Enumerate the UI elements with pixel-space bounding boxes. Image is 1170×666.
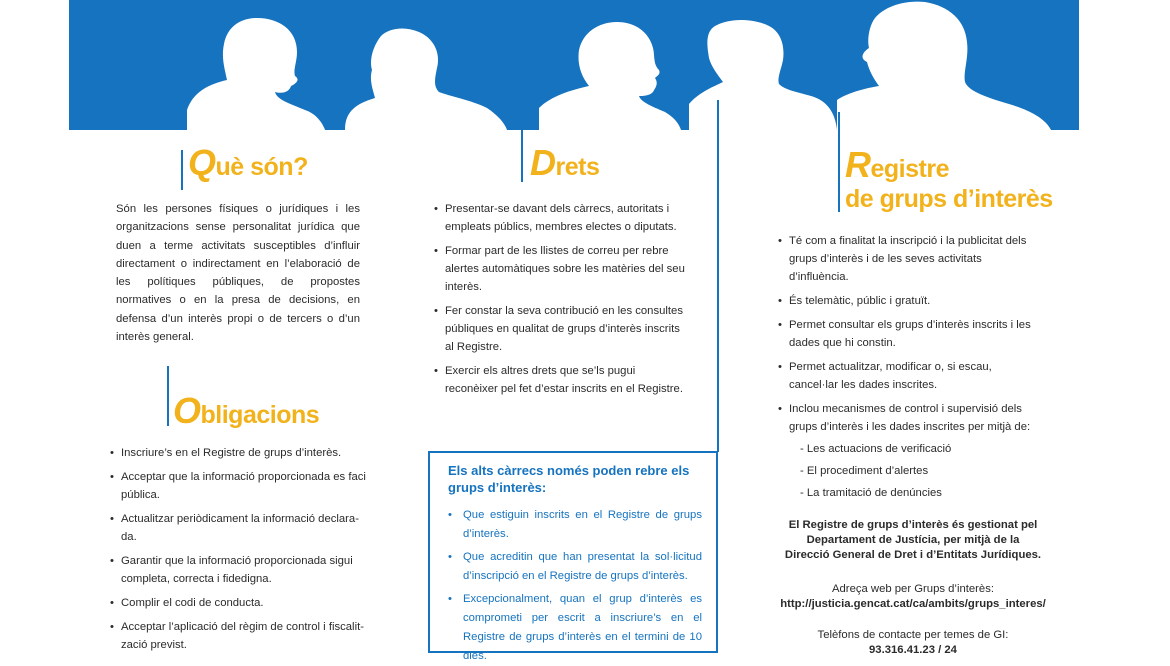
list-item: • Formar part de les llistes de correu per rebre alertes automàtiques sobre les matèries del seu interès.	[434, 242, 686, 296]
list-item: • Permet actualitzar, modificar o, si escau, cancel·lar les dades inscrites.	[778, 358, 1038, 394]
header-banner	[69, 0, 1079, 130]
heading-registre: Registre de grups d’interès	[845, 144, 1053, 213]
heading-que-son: Què són?	[188, 142, 308, 183]
web-url-link[interactable]: http://justicia.gencat.cat/ca/ambits/grups_interes/	[780, 598, 1046, 610]
obligacions-list	[110, 444, 366, 660]
registre-sublist	[789, 440, 1038, 502]
phone-number: 93.316.41.23 / 24	[869, 644, 957, 656]
heading-drets: Drets	[530, 142, 600, 183]
list-item: • Acceptar l’aplicació del règim de control i fiscalit-zació previst.	[110, 618, 366, 654]
list-item: • És telemàtic, públic i gratuït.	[778, 292, 1038, 310]
sub-list-item: - Les actuacions de verificació	[800, 443, 952, 455]
list-item: • Té com a finalitat la inscripció i la publicitat dels grups d’interès i de les seves activitats d’influència.	[778, 232, 1038, 286]
list-item: • Permet consultar els grups d’interès inscrits i les dades que hi constin.	[778, 316, 1038, 352]
registre-list	[778, 232, 1038, 508]
list-item: • Que acreditin que han presentat la sol·licitud d’inscripció en el Registre de grups d’interès.	[448, 548, 702, 586]
alts-carrecs-box	[428, 451, 718, 662]
sub-list-item: - El procediment d’alertes	[800, 465, 929, 477]
list-item: • Que estiguin inscrits en el Registre de grups d’interès.	[448, 506, 702, 544]
divider-registre	[838, 112, 840, 212]
list-item: • Inscriure’s en el Registre de grups d’interès.	[110, 444, 366, 462]
managed-by-text: El Registre de grups d’interès és gestionat pel Departament de Justícia, per mitjà de la Direcció General de Dret i d’Entitats Jurídiques.	[784, 519, 1042, 561]
list-item: • Garantir que la informació proporcionada sigui completa, correcta i fidedigna.	[110, 552, 366, 588]
que-son-text: Són les persones físiques o jurídiques i les organitzacions sense personalitat jurídica que duen a terme activitats susceptibles d’influir directament o indirectament en l’elaboració de les polítiques públiques, de propostes normatives o en la presa de decisions, en defensa d’un interès propi o de tercers o d’un interès general.	[116, 203, 360, 344]
heading-obligacions: Obligacions	[173, 390, 320, 431]
alts-carrecs-title: Els alts càrrecs només poden rebre els grups d’interès:	[448, 463, 690, 495]
list-item: • Actualitzar periòdicament la informació declara-da.	[110, 510, 366, 546]
people-silhouettes-illustration	[69, 0, 1079, 130]
list-item: • Presentar-se davant dels càrrecs, autoritats i empleats públics, membres electes o diputats.	[434, 200, 686, 236]
divider-drets	[521, 130, 523, 182]
phone-label: Telèfons de contacte per temes de GI:	[817, 629, 1009, 641]
alts-carrecs-list	[448, 506, 702, 666]
divider-box-right	[717, 100, 719, 452]
list-item: • Fer constar la seva contribució en les consultes públiques en qualitat de grups d’interès inscrits al Registre.	[434, 302, 686, 356]
web-label: Adreça web per Grups d’interès:	[831, 583, 994, 595]
list-item: • Acceptar que la informació proporcionada es faci pública.	[110, 468, 366, 504]
list-item: • Excepcionalment, quan el grup d’interès es comprometi per escrit a inscriure’s en el Registre de grups d’interès en el termini de 10 dies.	[448, 590, 702, 666]
divider-obligacions	[167, 366, 169, 426]
list-item: • Exercir els altres drets que se’ls pugui reconèixer pel fet d’estar inscrits en el Registre.	[434, 362, 686, 398]
drets-list	[434, 200, 686, 404]
list-item: • Inclou mecanismes de control i supervisió dels grups d’interès i les dades inscrites per mitjà de: - Les actuacions de verificació - El procediment d’alertes - La tramitació de denúncies	[778, 400, 1038, 502]
divider-que-son	[181, 150, 183, 190]
list-item: • Complir el codi de conducta.	[110, 594, 366, 612]
sub-list-item: - La tramitació de denúncies	[800, 487, 942, 499]
